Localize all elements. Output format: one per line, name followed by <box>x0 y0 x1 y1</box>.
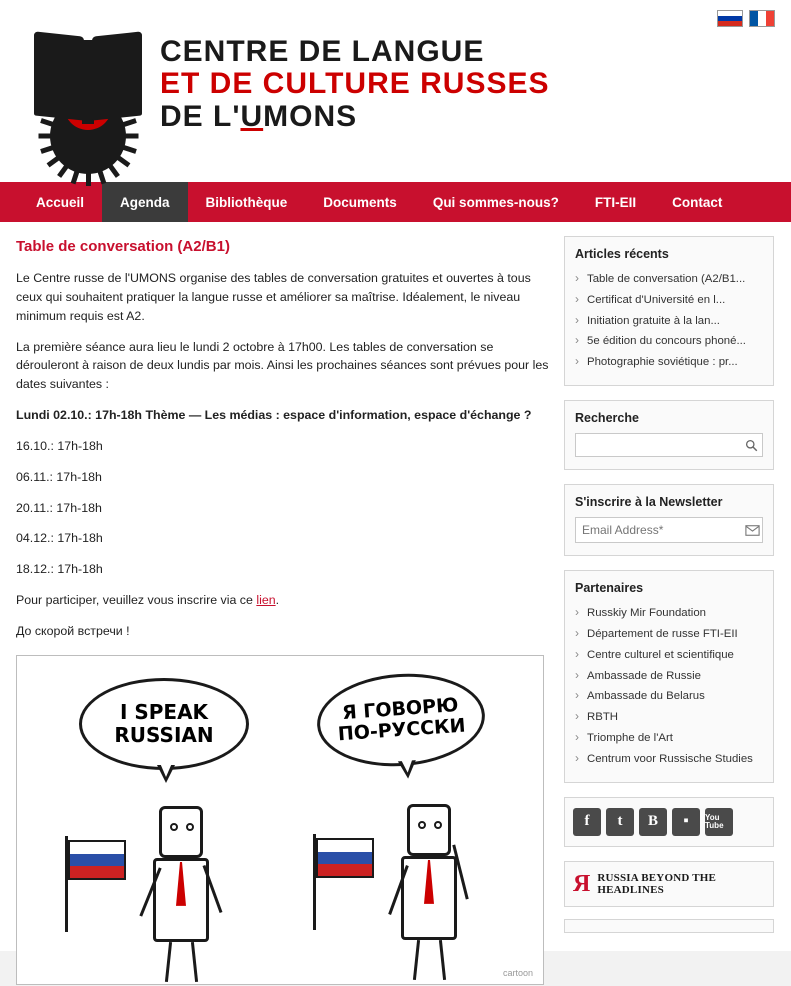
cartoon-figure-right <box>385 804 475 984</box>
widget-title-recent: Articles récents <box>575 247 669 261</box>
nav-item-fti-eii[interactable]: FTI-EII <box>594 194 637 210</box>
speech-bubble-russian <box>314 668 488 771</box>
registration-link[interactable]: lien <box>256 593 276 608</box>
nav-item-documents[interactable]: Documents <box>323 194 397 210</box>
search-icon[interactable] <box>740 434 762 456</box>
registration-line <box>16 591 550 610</box>
partner-item[interactable]: › Centre culturel et scientifique <box>575 645 763 666</box>
comic-signature: cartoon <box>502 967 533 978</box>
recent-article-item[interactable]: › 5e édition du concours phoné... <box>575 331 763 352</box>
facebook-icon[interactable]: f <box>573 808 601 836</box>
bubble-tail <box>397 760 416 779</box>
nav-item-contact[interactable]: Contact <box>672 194 723 210</box>
envelope-icon[interactable] <box>743 518 762 542</box>
article-paragraph-1: Le Centre russe de l'UMONS organise des tables de conversation gratuites et ouvertes à tous ceux qui souhaitent pratiquer la langue russe et améliorer sa maîtrise. Idéalement, le niveau minimum requis est A2. <box>16 271 531 323</box>
widget-title-partners: Partenaires <box>575 581 644 596</box>
nav-item-agenda[interactable]: Agenda <box>102 182 188 222</box>
partner-item[interactable]: › Ambassade du Belarus <box>575 686 763 707</box>
rbth-banner[interactable] <box>564 861 774 907</box>
vkontakte-icon[interactable]: B <box>639 808 667 836</box>
speech-bubble-russian-text: Я ГОВОРЮ ПО-РУССКИ <box>337 693 467 746</box>
speech-bubble-english-text: I SPEAK RUSSIAN <box>114 700 214 747</box>
flag-russian[interactable] <box>717 10 743 27</box>
sidebar-bottom-widget <box>564 919 774 933</box>
nav-item-bibliotheque[interactable]: Bibliothèque <box>205 194 288 210</box>
partner-item[interactable]: › Centrum voor Russische Studies <box>575 749 763 770</box>
sidebar <box>564 236 774 985</box>
figure-eye <box>434 821 442 829</box>
site-title-line3-pre: DE L' <box>160 99 241 133</box>
figure-leg <box>413 940 420 980</box>
site-header <box>0 0 791 182</box>
flag-stripe <box>758 11 766 26</box>
rbth-logo-mark: Я <box>573 870 591 897</box>
nav-item-accueil[interactable]: Accueil <box>36 194 85 210</box>
partner-item[interactable]: › RBTH <box>575 707 763 728</box>
article-paragraph-2: La première séance aura lieu le lundi 2 octobre à 17h00. Les tables de conversation se dérouleront à raison de deux lundis par mois. Ainsi les prochaines séances sont prévues pour les dates suivantes : <box>16 339 549 392</box>
site-title-line3-post: MONS <box>263 99 358 133</box>
figure-eye <box>186 823 194 831</box>
social-links <box>564 797 774 847</box>
article-first-session: Lundi 02.10.: 17h-18h Thème — Les médias : espace d'information, espace d'échange ? <box>16 408 532 423</box>
partner-item[interactable]: › Triomphe de l'Art <box>575 728 763 749</box>
bubble-tail <box>157 765 175 783</box>
site-title-line3-underline: U <box>240 99 264 133</box>
page-content <box>0 222 791 985</box>
youtube-icon[interactable]: You Tube <box>705 808 733 836</box>
flag-stripe <box>718 21 742 26</box>
site-title-line3 <box>160 101 549 133</box>
site-title-line2: ET DE CULTURE RUSSES <box>160 67 550 101</box>
site-logo[interactable] <box>28 26 148 166</box>
flag-stripe <box>766 11 774 26</box>
search-input[interactable] <box>576 434 740 456</box>
widget-title-search: Recherche <box>575 411 639 426</box>
partner-item[interactable]: › Ambassade de Russie <box>575 666 763 687</box>
newsletter-row <box>575 517 763 543</box>
flag-cloth <box>316 838 374 878</box>
speech-bubble-english <box>79 678 249 770</box>
recent-article-item[interactable]: › Initiation gratuite à la lan... <box>575 311 763 332</box>
flag-stripe <box>750 11 758 26</box>
book-icon <box>34 34 142 122</box>
site-title-line1: CENTRE DE LANGUE <box>160 35 485 68</box>
figure-eye <box>418 821 426 829</box>
farewell-text: До скорой встречи ! <box>16 623 130 638</box>
widget-recent-articles <box>564 236 774 386</box>
registration-text-post: . <box>275 593 280 608</box>
main-column <box>10 236 550 985</box>
widget-title-newsletter: S'inscrire à la Newsletter <box>575 495 723 510</box>
page-title: Table de conversation (A2/B1) <box>16 238 230 255</box>
registration-text-pre: Pour participer, veuillez vous inscrire via ce <box>16 593 257 608</box>
search-row <box>575 433 763 457</box>
session-date: 16.10.: 17h-18h <box>16 438 103 453</box>
partners-list <box>575 603 763 770</box>
session-date: 04.12.: 17h-18h <box>16 531 103 546</box>
partner-item[interactable]: › Département de russe FTI-EII <box>575 624 763 645</box>
recent-article-item[interactable]: › Certificat d'Université en l... <box>575 290 763 311</box>
widget-partners <box>564 570 774 783</box>
delicious-icon[interactable]: ▪ <box>672 808 700 836</box>
session-date: 18.12.: 17h-18h <box>16 562 103 577</box>
figure-eye <box>170 823 178 831</box>
cartoon-figure-left <box>137 806 227 986</box>
widget-newsletter <box>564 484 774 556</box>
partner-item[interactable]: › Russkiy Mir Foundation <box>575 603 763 624</box>
recent-article-item[interactable]: › Table de conversation (A2/B1... <box>575 269 763 290</box>
nav-item-qui-sommes-nous[interactable]: Qui sommes-nous? <box>432 194 559 210</box>
twitter-icon[interactable]: t <box>606 808 634 836</box>
language-flags <box>717 10 775 27</box>
figure-leg <box>165 942 172 982</box>
figure-leg <box>191 942 198 982</box>
widget-search <box>564 400 774 470</box>
figure-head <box>407 804 451 856</box>
recent-articles-list <box>575 269 763 373</box>
newsletter-email-input[interactable] <box>576 518 743 542</box>
session-date: 06.11.: 17h-18h <box>16 469 102 484</box>
main-navigation <box>0 182 791 222</box>
session-date: 20.11.: 17h-18h <box>16 500 102 515</box>
flag-cloth <box>68 840 126 880</box>
figure-head <box>159 806 203 858</box>
rbth-logo-text: RUSSIA BEYOND THE HEADLINES <box>597 871 717 896</box>
comic-illustration <box>16 655 544 985</box>
figure-leg <box>439 940 446 980</box>
recent-article-item[interactable]: › Photographie soviétique : pr... <box>575 352 763 373</box>
site-title <box>160 36 549 133</box>
flag-french[interactable] <box>749 10 775 27</box>
